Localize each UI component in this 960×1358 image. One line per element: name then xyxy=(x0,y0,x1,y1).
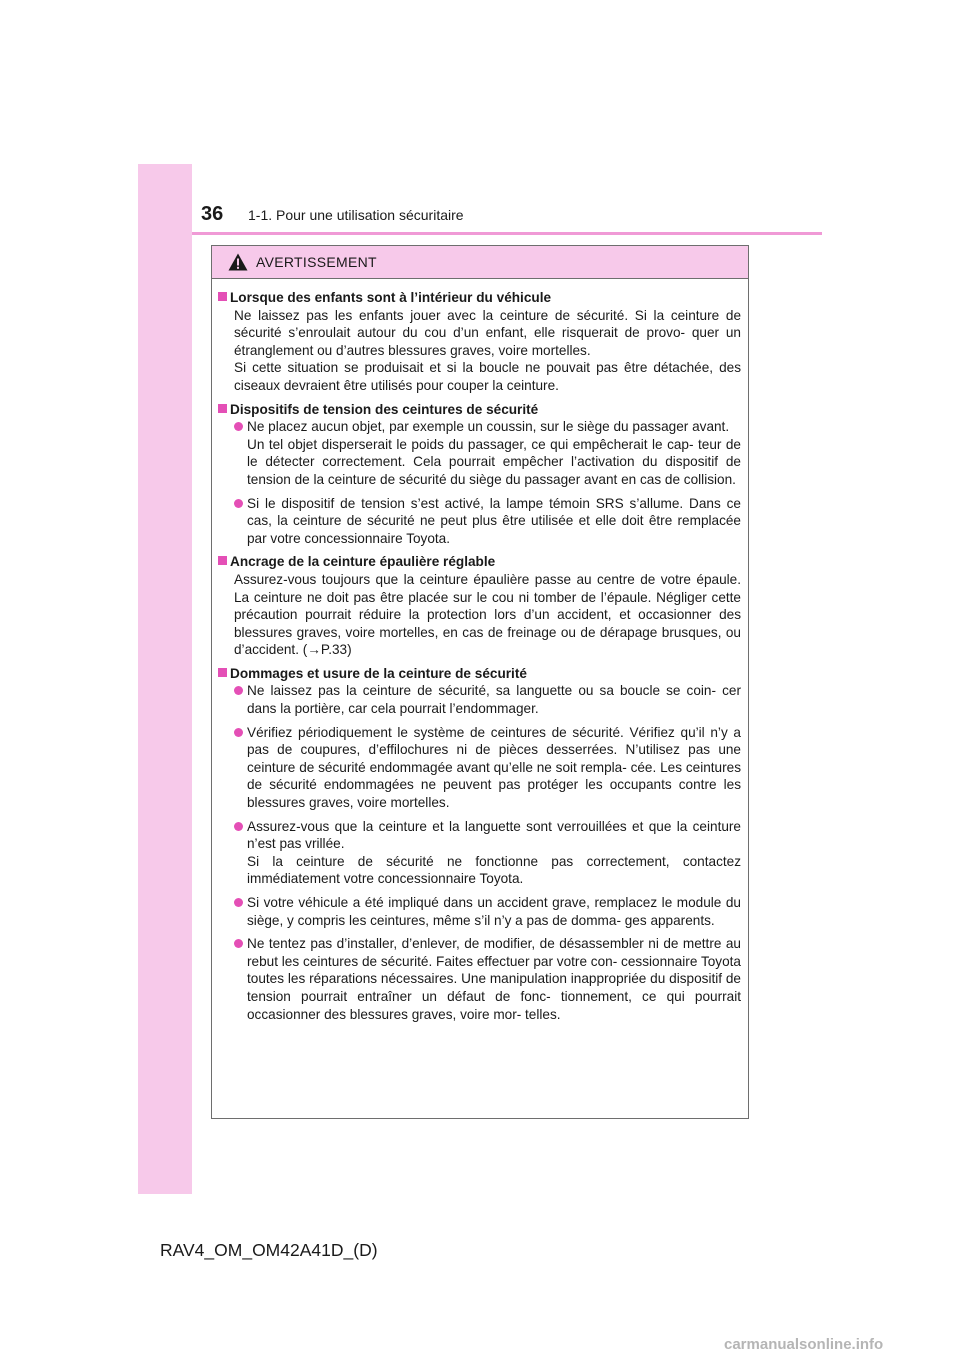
topic-heading xyxy=(218,553,741,571)
topic-paragraph: Ne laissez pas les enfants jouer avec la ceinture de sécurité. Si la ceinture de sécurité s’enroulait autour du cou d’un enfant, elle risquerait de provo- quer un étranglement ou d’autres blessures graves, voire mortelles. Si cette situation se produisait et si la boucle ne pouvait pas être détachée, des ciseaux devraient être utilisés pour couper la ceinture. xyxy=(234,307,741,393)
list-item-text: Assurez-vous que la ceinture et la languette sont verrouillées et que la ceinture n’est pas vrillée. Si la ceinture de sécurité ne fonctionne pas correctement, contactez immédiatement votre concessionnaire Toyota. xyxy=(247,818,741,887)
topic-shoulder-anchor xyxy=(218,553,741,659)
round-bullet-icon xyxy=(234,939,243,948)
topic-paragraph: Assurez-vous toujours que la ceinture épaulière passe au centre de votre épaule. La ceinture ne doit pas être placée sur le cou ni tomber de l’épaule. Négliger cette précaution pourrait réduire la protection lors d’un accident, et occasionner des blessures graves, voire mortelles, en cas de freinage ou de dérapage brusques, ou d’accident. (→P.33) xyxy=(234,571,741,658)
topic-damage-wear xyxy=(218,665,741,1023)
topic-heading-text: Ancrage de la ceinture épaulière réglable xyxy=(230,554,496,570)
round-bullet-icon xyxy=(234,898,243,907)
round-bullet-icon xyxy=(234,822,243,831)
list-item xyxy=(218,935,741,1023)
topic-heading xyxy=(218,665,741,683)
watermark: carmanualsonline.info xyxy=(724,1336,884,1353)
list-item xyxy=(218,418,741,488)
warning-title: AVERTISSEMENT xyxy=(256,254,377,270)
topic-heading-text: Dispositifs de tension des ceintures de sécurité xyxy=(230,401,539,417)
square-bullet-icon xyxy=(218,292,227,301)
document-id: RAV4_OM_OM42A41D_(D) xyxy=(160,1240,378,1260)
list-item xyxy=(218,682,741,717)
warning-box xyxy=(211,245,749,1119)
topic-heading-text: Lorsque des enfants sont à l’intérieur du véhicule xyxy=(230,290,552,305)
warning-triangle-icon xyxy=(228,253,248,271)
list-item xyxy=(218,724,741,812)
topic-heading-text: Dommages et usure de la ceinture de sécurité xyxy=(230,665,527,681)
topic-heading xyxy=(218,289,741,307)
chapter-side-tab xyxy=(138,164,192,1194)
list-item xyxy=(218,894,741,929)
warning-body xyxy=(212,279,748,1023)
list-item-text: Si le dispositif de tension s’est activé, la lampe témoin SRS s’allume. Dans ce cas, la ceinture de sécurité ne peut plus être utilisée et elle doit être remplacée par votre concessionnaire Toyota. xyxy=(247,495,741,546)
square-bullet-icon xyxy=(218,404,227,413)
list-item-text: Vérifiez périodiquement le système de ceintures de sécurité. Vérifiez qu’il n’y a pas de coupures, d’effilochures ni de pièces desserrées. N’utilisez pas une ceinture de sécurité endommagée avant qu’elle ne soit rempla- cée. Les ceintures de sécurité endommagées ne peuvent pas protéger les occupants contre les blessures graves, voire mortelles. xyxy=(247,724,741,811)
round-bullet-icon xyxy=(234,686,243,695)
list-item-text: Ne tentez pas d’installer, d’enlever, de modifier, de désassembler ni de mettre au rebut les ceintures de sécurité. Faites effectuer par votre con- cessionnaire Toyota toutes les réparations nécessaires. Une manipulation inappropriée du dispositif de tension pourrait entraîner un défaut de fonc- tionnement, ce qui pourrait occasionner des blessures graves, voire mor- telles. xyxy=(247,936,741,1022)
topic-heading xyxy=(218,401,741,419)
list-item-text: Ne placez aucun objet, par exemple un coussin, sur le siège du passager avant. Un tel objet disperserait le poids du passager, ce qui empêcherait le cap- teur de le détecter correctement. Cela pourrait empêcher l’activation du dispositif de tension de la ceinture de sécurité du siège du passager avant en cas de collision. xyxy=(247,419,741,487)
square-bullet-icon xyxy=(218,556,227,565)
list-item-text: Si votre véhicule a été impliqué dans un accident grave, remplacez le module du siège, y compris les ceintures, même s’il n’y a pas de domma- ges apparents. xyxy=(247,895,741,928)
topic-pretensioners xyxy=(218,401,741,548)
list-item-text: Ne laissez pas la ceinture de sécurité, sa languette ou sa boucle se coin- cer dans la portière, car cela pourrait l’endommager. xyxy=(247,683,741,717)
topic-children xyxy=(218,289,741,395)
section-title: 1-1. Pour une utilisation sécuritaire xyxy=(248,207,464,223)
page-number: 36 xyxy=(201,203,224,225)
round-bullet-icon xyxy=(234,499,243,508)
list-item xyxy=(218,495,741,548)
round-bullet-icon xyxy=(234,422,243,431)
warning-header xyxy=(212,246,748,279)
header-rule xyxy=(192,232,822,235)
list-item xyxy=(218,818,741,888)
square-bullet-icon xyxy=(218,668,227,677)
round-bullet-icon xyxy=(234,728,243,737)
